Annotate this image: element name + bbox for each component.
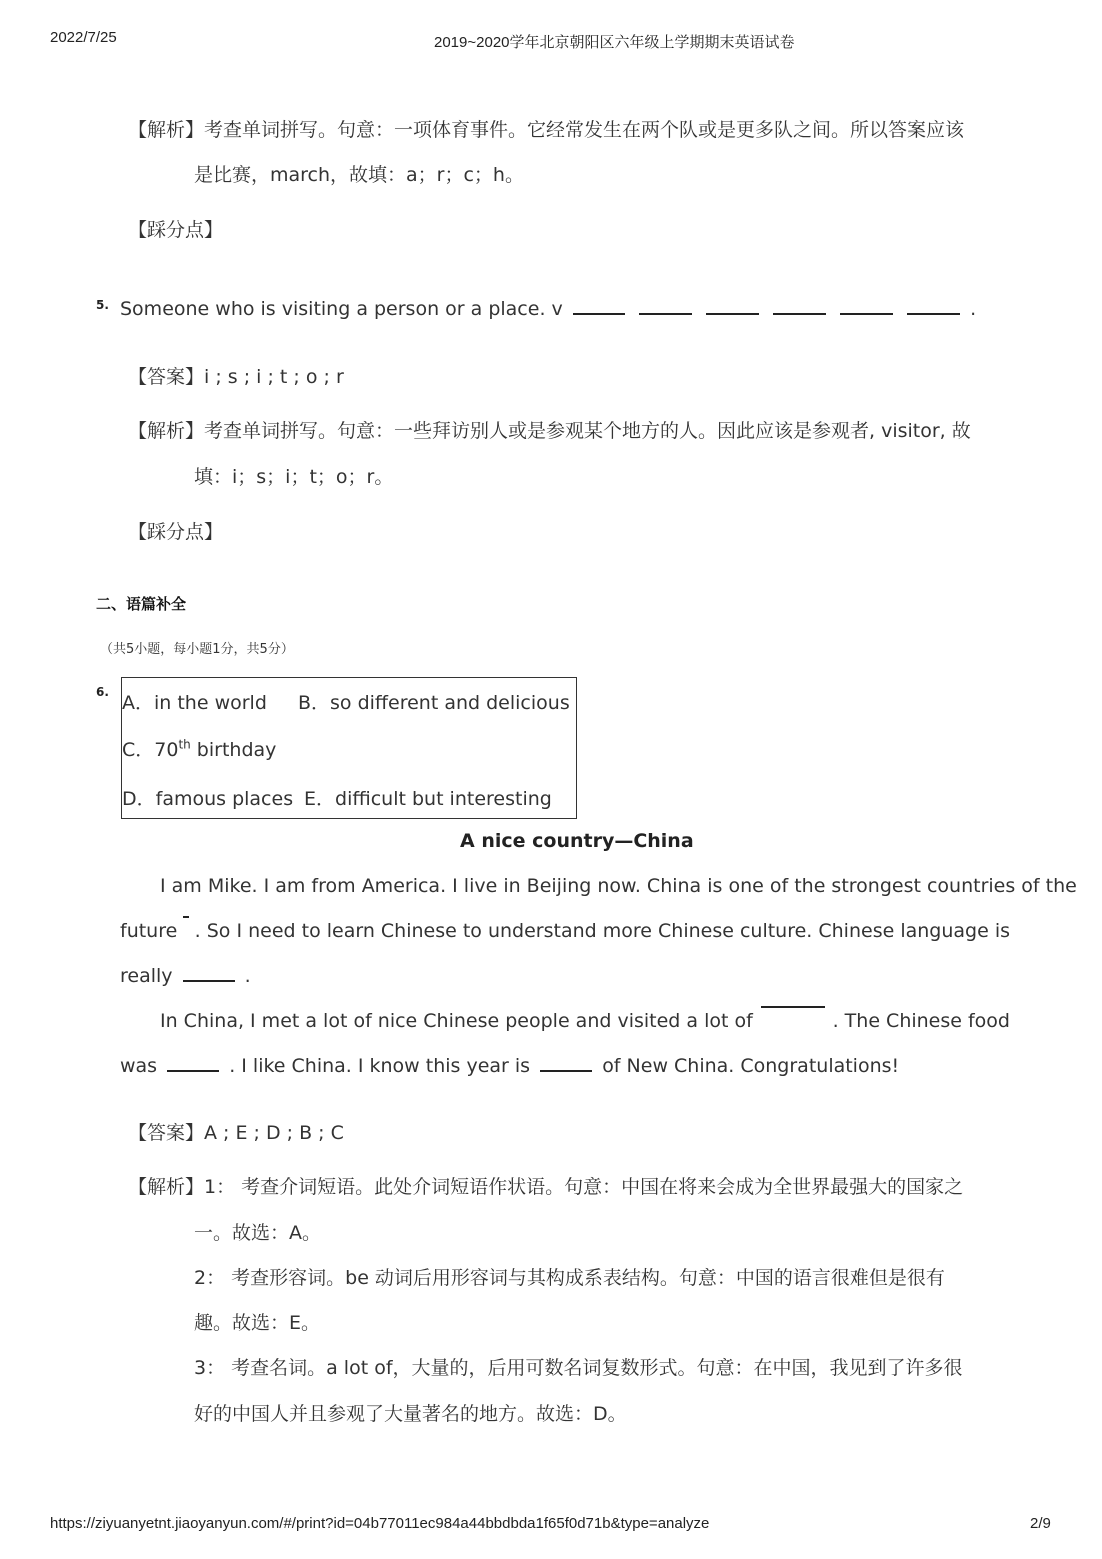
analysis-text: 3： 考查名词。a lot of，大量的，后用可数名词复数形式。句意：在中国，我见到了许多很 bbox=[194, 1357, 963, 1379]
q5-stem-text: Someone who is visiting a person or a place. v bbox=[120, 298, 563, 320]
q4-points-tag: 【踩分点】 bbox=[128, 219, 224, 241]
answer-blank[interactable] bbox=[183, 980, 235, 982]
option-a: A．in the world bbox=[122, 692, 267, 714]
answer-text: A ; E ; D ; B ; C bbox=[204, 1122, 344, 1144]
option-c-post: birthday bbox=[190, 739, 277, 761]
analysis-tag: 【解析】 bbox=[128, 1176, 205, 1198]
passage-text: In China, I met a lot of nice Chinese people and visited a lot of bbox=[160, 1010, 753, 1032]
option-c-sup: th bbox=[178, 737, 191, 752]
question-number: 6. bbox=[96, 685, 109, 699]
q5-stem-end: . bbox=[970, 298, 977, 320]
passage-line bbox=[120, 1055, 899, 1077]
answer-blank[interactable] bbox=[573, 313, 625, 315]
answer-text: i ; s ; i ; t ; o ; r bbox=[204, 366, 344, 388]
passage-line bbox=[120, 965, 251, 987]
analysis-text: 2： 考查形容词。be 动词后用形容词与其构成系表结构。句意：中国的语言很难但是很有 bbox=[194, 1267, 945, 1289]
analysis-tag: 【解析】 bbox=[128, 119, 205, 141]
answer-tag: 【答案】 bbox=[128, 1122, 205, 1144]
section-title: 二、语篇补全 bbox=[96, 595, 187, 613]
passage-title: A nice country—China bbox=[460, 830, 694, 852]
passage-line: I am Mike. I am from America. I live in Beijing now. China is one of the strongest countries of the bbox=[160, 875, 1077, 897]
q5-stem bbox=[120, 298, 976, 320]
answer-tag: 【答案】 bbox=[128, 366, 205, 388]
passage-text: . The Chinese food bbox=[832, 1010, 1010, 1032]
passage-text: of New China. Congratulations! bbox=[602, 1055, 900, 1077]
passage-text: was bbox=[120, 1055, 158, 1077]
question-number: 5. bbox=[96, 298, 109, 312]
passage-text: . bbox=[244, 965, 251, 987]
answer-blank[interactable] bbox=[167, 1070, 219, 1072]
option-d: D．famous places bbox=[122, 788, 294, 810]
q5-analysis bbox=[128, 416, 971, 443]
analysis-text: 1： 考查介词短语。此处介词短语作状语。句意：中国在将来会成为全世界最强大的国家之 bbox=[204, 1176, 964, 1198]
answer-blank[interactable] bbox=[907, 313, 960, 315]
page-url: https://ziyuanyetnt.jiaoyanyun.com/#/print?id=04b77011ec984a44bbdbda1f65f0d71b&type=analyze bbox=[50, 1515, 710, 1532]
print-date: 2022/7/25 bbox=[50, 29, 117, 46]
q4-analysis bbox=[128, 115, 964, 142]
q6-analysis bbox=[128, 1172, 963, 1199]
analysis-text: 考查单词拼写。句意：一项体育事件。它经常发生在两个队或是更多队之间。所以答案应该 bbox=[204, 119, 965, 141]
option-c bbox=[122, 735, 276, 762]
analysis-text: 趣。故选：E。 bbox=[194, 1312, 321, 1334]
option-b: B．so different and delicious bbox=[298, 692, 570, 714]
passage-text: . So I need to learn Chinese to understand more Chinese culture. Chinese language is bbox=[194, 920, 1010, 942]
page-number: 2/9 bbox=[1030, 1515, 1051, 1532]
q4-analysis-cont: 是比赛，march，故填：a；r；c；h。 bbox=[194, 164, 524, 186]
passage-text: . I like China. I know this year is bbox=[229, 1055, 531, 1077]
section-note: （共5小题，每小题1分，共5分） bbox=[100, 642, 294, 657]
option-c-text: C．70 bbox=[122, 739, 179, 761]
passage-line bbox=[160, 1010, 1010, 1032]
passage-line bbox=[120, 920, 1010, 942]
analysis-text: 考查单词拼写。句意：一些拜访别人或是参观某个地方的人。因此应该是参观者, visitor, 故 bbox=[204, 420, 971, 442]
answer-blank[interactable] bbox=[706, 313, 759, 315]
analysis-tag: 【解析】 bbox=[128, 420, 205, 442]
answer-blank[interactable] bbox=[840, 313, 893, 315]
q5-points-tag: 【踩分点】 bbox=[128, 521, 224, 543]
answer-blank[interactable] bbox=[639, 313, 692, 315]
analysis-text: 一。故选：A。 bbox=[194, 1222, 321, 1244]
q5-answer bbox=[128, 362, 344, 389]
passage-text: really bbox=[120, 965, 173, 987]
analysis-text: 好的中国人并且参观了大量著名的地方。故选：D。 bbox=[194, 1403, 627, 1425]
answer-blank[interactable] bbox=[540, 1070, 592, 1072]
document-title: 2019~2020学年北京朝阳区六年级上学期期末英语试卷 bbox=[434, 34, 795, 51]
option-e: E．difficult but interesting bbox=[304, 788, 552, 810]
q6-answer bbox=[128, 1118, 344, 1145]
answer-blank[interactable] bbox=[183, 916, 188, 918]
answer-blank[interactable] bbox=[761, 1006, 825, 1008]
q5-analysis-cont: 填：i；s；i；t；o；r。 bbox=[194, 466, 394, 488]
answer-blank[interactable] bbox=[773, 313, 826, 315]
passage-text: future bbox=[120, 920, 178, 942]
